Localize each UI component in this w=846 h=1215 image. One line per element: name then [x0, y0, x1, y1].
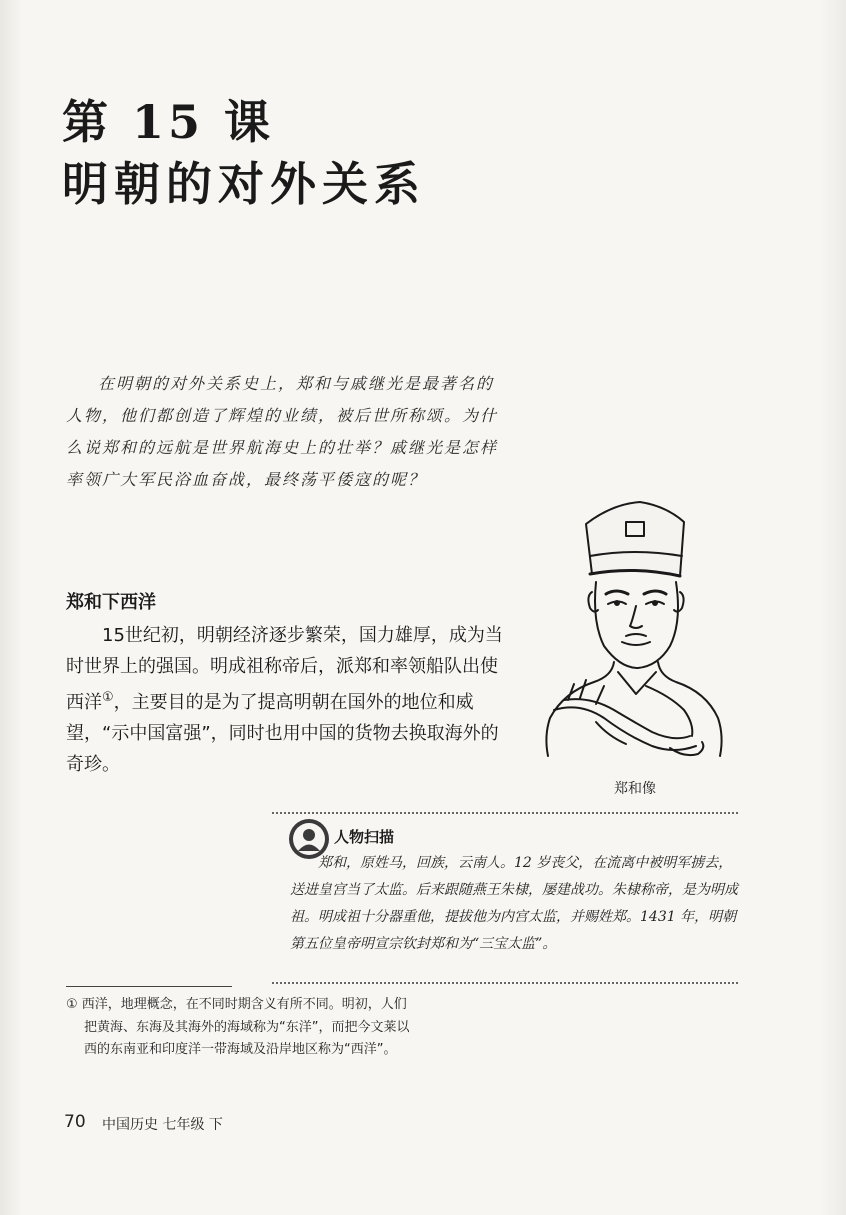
body-text-part-1: 15世纪初，明朝经济逐步繁荣，国力雄厚，成为当时世界上的强国。明成祖称帝后，派郑和率领船队出使西洋: [66, 625, 503, 713]
section-heading: 郑和下西洋: [66, 592, 156, 613]
page-number: 70: [64, 1112, 86, 1132]
intro-text: 在明朝的对外关系史上，郑和与戚继光是最著名的人物，他们都创造了辉煌的业绩，被后世所称颂。为什么说郑和的远航是世界航海史上的壮举？戚继光是怎样率领广大军民浴血奋战，最终荡平倭寇的呢？: [66, 374, 499, 489]
profile-box-top-divider: [272, 812, 738, 814]
lesson-title: 明朝的对外关系: [62, 157, 426, 211]
portrait-caption: 郑和像: [614, 781, 656, 797]
footnote-rule: [66, 986, 232, 987]
profile-text: 郑和，原姓马，回族，云南人。12 岁丧父，在流离中被明军掳去，送进皇宫当了太监。后来跟随燕王朱棣，屡建战功。朱棣称帝，是为明成祖。明成祖十分器重他，提拔他为内宫太监，并赐姓郑。1431 年，明朝第五位皇帝明宣宗钦封郑和为“三宝太监”。: [290, 855, 738, 952]
footnote-marker: ①: [66, 997, 78, 1012]
profile-heading: 人物扫描: [334, 828, 395, 846]
section-body: [66, 620, 514, 780]
body-text-part-2: ，主要目的是为了提高明朝在国外的地位和威望，“示中国富强”，同时也用中国的货物去换取海外的奇珍。: [66, 692, 499, 775]
footnote-reference[interactable]: ①: [102, 690, 114, 705]
book-name: 中国历史 七年级 下: [102, 1117, 223, 1133]
footnote-text: 西洋，地理概念，在不同时期含义有所不同。明初，人们把黄海、东海及其海外的海域称为“东洋”，而把今文莱以西的东南亚和印度洋一带海域及沿岸地区称为“西洋”。: [81, 997, 410, 1057]
zheng-he-portrait: [534, 496, 734, 766]
profile-text-block: [290, 850, 740, 958]
intro-paragraph: [66, 368, 506, 496]
lesson-number: 第 15 课: [62, 95, 275, 149]
profile-box-bottom-divider: [272, 982, 738, 984]
footnote: [66, 994, 416, 1062]
